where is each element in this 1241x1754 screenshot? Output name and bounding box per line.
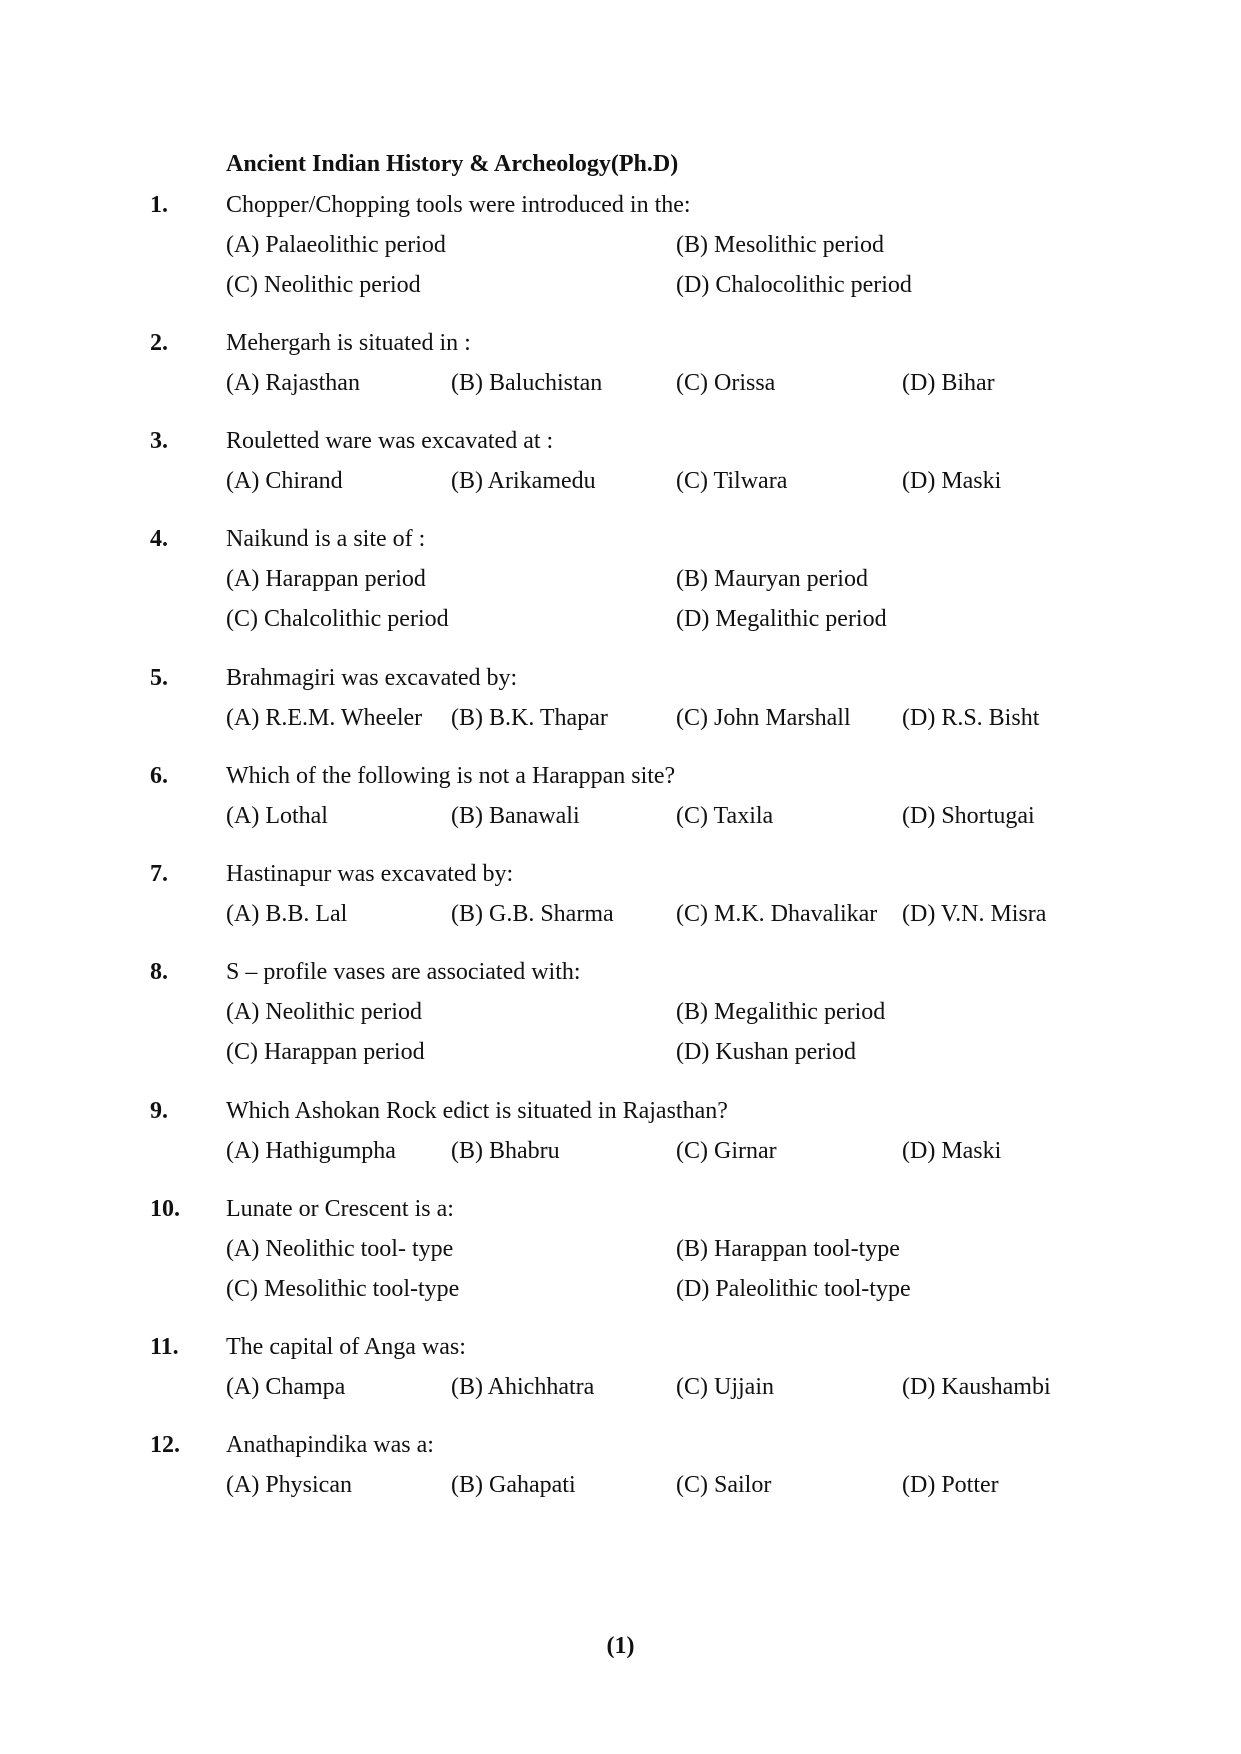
option-a: (A) Hathigumpha <box>226 1138 396 1164</box>
option-a: (A) B.B. Lal <box>226 901 348 927</box>
option-d: (D) V.N. Misra <box>902 901 1047 927</box>
option-b: (B) Gahapati <box>451 1472 576 1498</box>
question-text: Which Ashokan Rock edict is situated in Rajasthan? <box>226 1098 728 1124</box>
question-number: 12. <box>150 1432 180 1458</box>
question-number: 11. <box>150 1334 179 1360</box>
option-b: (B) Banawali <box>451 803 580 829</box>
question-text: Mehergarh is situated in : <box>226 330 471 356</box>
question-text: Naikund is a site of : <box>226 526 426 552</box>
page-number: (1) <box>606 1633 635 1659</box>
option-d: (D) Shortugai <box>902 803 1035 829</box>
option-a: (A) R.E.M. Wheeler <box>226 705 423 731</box>
option-c: (C) Tilwara <box>676 468 788 494</box>
option-b: (B) Ahichhatra <box>451 1374 595 1400</box>
paper-title: Ancient Indian History & Archeology(Ph.D) <box>226 151 679 177</box>
option-c: (C) Sailor <box>676 1472 772 1498</box>
option-c: (C) Neolithic period <box>226 272 421 298</box>
option-c: (C) Girnar <box>676 1138 777 1164</box>
option-d: (D) Potter <box>902 1472 999 1498</box>
question-number: 3. <box>150 428 168 454</box>
option-a: (A) Chirand <box>226 468 343 494</box>
question-text: S – profile vases are associated with: <box>226 959 581 985</box>
question-text: Brahmagiri was excavated by: <box>226 665 518 691</box>
option-d: (D) Megalithic period <box>676 606 887 632</box>
question-text: Anathapindika was a: <box>226 1432 434 1458</box>
option-c: (C) Taxila <box>676 803 774 829</box>
question-number: 4. <box>150 526 168 552</box>
question-text: Lunate or Crescent is a: <box>226 1196 454 1222</box>
option-b: (B) G.B. Sharma <box>451 901 614 927</box>
question-number: 5. <box>150 665 168 691</box>
question-text: Chopper/Chopping tools were introduced in the: <box>226 192 691 218</box>
option-b: (B) Arikamedu <box>451 468 596 494</box>
option-a: (A) Physican <box>226 1472 352 1498</box>
option-b: (B) Harappan tool-type <box>676 1236 900 1262</box>
option-c: (C) Orissa <box>676 370 776 396</box>
option-c: (C) Chalcolithic period <box>226 606 449 632</box>
option-d: (D) Maski <box>902 468 1002 494</box>
question-number: 2. <box>150 330 168 356</box>
option-d: (D) Bihar <box>902 370 995 396</box>
question-number: 8. <box>150 959 168 985</box>
question-number: 7. <box>150 861 168 887</box>
option-c: (C) Ujjain <box>676 1374 774 1400</box>
question-text: Hastinapur was excavated by: <box>226 861 514 887</box>
option-a: (A) Rajasthan <box>226 370 360 396</box>
question-number: 6. <box>150 763 168 789</box>
option-a: (A) Palaeolithic period <box>226 232 446 258</box>
option-c: (C) John Marshall <box>676 705 851 731</box>
option-d: (D) Kushan period <box>676 1039 856 1065</box>
option-a: (A) Lothal <box>226 803 328 829</box>
option-c: (C) Mesolithic tool-type <box>226 1276 460 1302</box>
option-b: (B) Bhabru <box>451 1138 560 1164</box>
option-a: (A) Harappan period <box>226 566 426 592</box>
option-c: (C) M.K. Dhavalikar <box>676 901 878 927</box>
question-number: 9. <box>150 1098 168 1124</box>
option-d: (D) Chalocolithic period <box>676 272 912 298</box>
option-d: (D) R.S. Bisht <box>902 705 1040 731</box>
option-b: (B) Mauryan period <box>676 566 868 592</box>
question-text: Rouletted ware was excavated at : <box>226 428 554 454</box>
option-c: (C) Harappan period <box>226 1039 425 1065</box>
option-b: (B) B.K. Thapar <box>451 705 608 731</box>
option-b: (B) Baluchistan <box>451 370 603 396</box>
option-b: (B) Mesolithic period <box>676 232 884 258</box>
question-text: Which of the following is not a Harappan site? <box>226 763 676 789</box>
option-d: (D) Maski <box>902 1138 1002 1164</box>
question-number: 1. <box>150 192 168 218</box>
option-a: (A) Champa <box>226 1374 346 1400</box>
option-d: (D) Paleolithic tool-type <box>676 1276 911 1302</box>
question-text: The capital of Anga was: <box>226 1334 466 1360</box>
question-number: 10. <box>150 1196 180 1222</box>
option-a: (A) Neolithic period <box>226 999 422 1025</box>
option-b: (B) Megalithic period <box>676 999 886 1025</box>
option-a: (A) Neolithic tool- type <box>226 1236 454 1262</box>
option-d: (D) Kaushambi <box>902 1374 1051 1400</box>
